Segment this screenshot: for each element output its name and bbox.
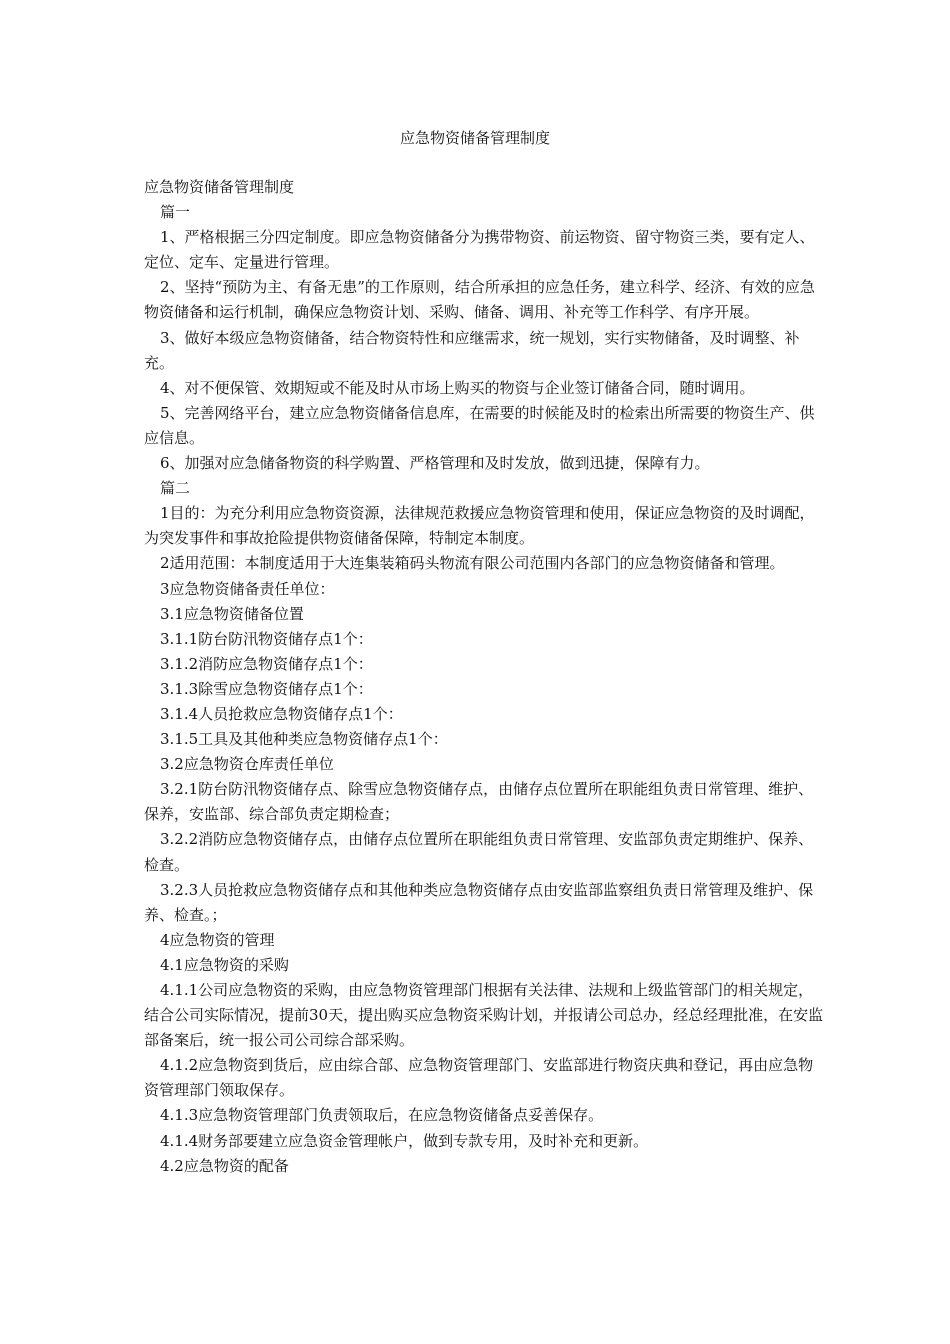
document-paragraph: 4、对不便保管、效期短或不能及时从市场上购买的物资与企业签订储备合同，随时调用。: [160, 378, 755, 397]
document-body: [144, 175, 824, 1179]
document-paragraph: 4应急物资的管理: [160, 930, 275, 949]
document-paragraph: 应急物资储备管理制度: [144, 178, 295, 196]
document-paragraph: 4.1应急物资的采购: [160, 955, 289, 974]
document-paragraph: 3.1.5工具及其他种类应急物资储存点1个：: [160, 730, 448, 749]
document-paragraph: 6、加强对应急储备物资的科学购置、严格管理和及时发放，做到迅捷，保障有力。: [160, 454, 710, 473]
document-paragraph: 3.1.1防台防汛物资储存点1个：: [160, 629, 373, 648]
document-paragraph: 3.2.3人员抢救应急物资储存点和其他种类应急物资储存点由安监部监察组负责日常管理及维护、保养、检查。；: [144, 880, 814, 924]
document-paragraph: 3.2.1防台防汛物资储存点、除雪应急物资储存点，由储存点位置所在职能组负责日常管理、维护、保养，安监部、综合部负责定期检查；: [144, 780, 814, 824]
document-paragraph: 4.1.2应急物资到货后，应由综合部、应急物资管理部门、安监部进行物资庆典和登记，再由应急物资管理部门领取保存。: [144, 1056, 814, 1100]
document-paragraph: 篇一: [160, 203, 191, 222]
document-paragraph: 4.1.3应急物资管理部门负责领取后，在应急物资储备点妥善保存。: [160, 1106, 604, 1125]
document-paragraph: 3.1.3除雪应急物资储存点1个：: [160, 679, 373, 698]
document-paragraph: 1、严格根据三分四定制度。即应急物资储备分为携带物资、前运物资、留守物资三类，要有定人、定位、定车、定量进行管理。: [144, 228, 815, 272]
document-paragraph: 3.1.4人员抢救应急物资储存点1个：: [160, 704, 403, 723]
document-paragraph: 2、坚持“预防为主、有备无患”的工作原则，结合所承担的应急任务，建立科学、经济、有效的应急物资储备和运行机制，确保应急物资计划、采购、储备、调用、补充等工作科学、有序开展。: [144, 278, 815, 322]
document-paragraph: 4.1.4财务部要建立应急资金管理帐户，做到专款专用，及时补充和更新。: [160, 1131, 649, 1150]
document-paragraph: 4.2应急物资的配备: [160, 1156, 289, 1175]
document-paragraph: 5、完善网络平台，建立应急物资储备信息库，在需要的时候能及时的检索出所需要的物资生产、供应信息。: [144, 403, 815, 447]
document-paragraph: 3.2应急物资仓库责任单位: [160, 755, 334, 774]
document-paragraph: 4.1.1公司应急物资的采购，由应急物资管理部门根据有关法律、法规和上级监管部门的相关规定，结合公司实际情况，提前30天，提出购买应急物资采购计划，并报请公司总办，经总经理批准，在安监部备案后，统一报公司公司综合部采购。: [144, 981, 824, 1050]
document-paragraph: 3.1.2消防应急物资储存点1个：: [160, 654, 373, 673]
document-title: 应急物资储备管理制度: [399, 129, 550, 147]
document-paragraph: 2适用范围：本制度适用于大连集装箱码头物流有限公司范围内各部门的应急物资储备和管理。: [160, 554, 785, 573]
document-paragraph: 篇二: [160, 479, 191, 498]
document-paragraph: 3.1应急物资储备位置: [160, 604, 304, 623]
document-paragraph: 3应急物资储备责任单位：: [160, 579, 335, 598]
document-paragraph: 1目的：为充分利用应急物资资源，法律规范救援应急物资管理和使用，保证应急物资的及时调配，为突发事件和事故抢险提供物资储备保障，特制定本制度。: [144, 504, 815, 548]
document-paragraph: 3.2.2消防应急物资储存点，由储存点位置所在职能组负责日常管理、安监部负责定期维护、保养、检查。: [144, 830, 814, 874]
document-paragraph: 3、做好本级应急物资储备，结合物资特性和应继需求，统一规划，实行实物储备，及时调整、补充。: [144, 328, 800, 372]
